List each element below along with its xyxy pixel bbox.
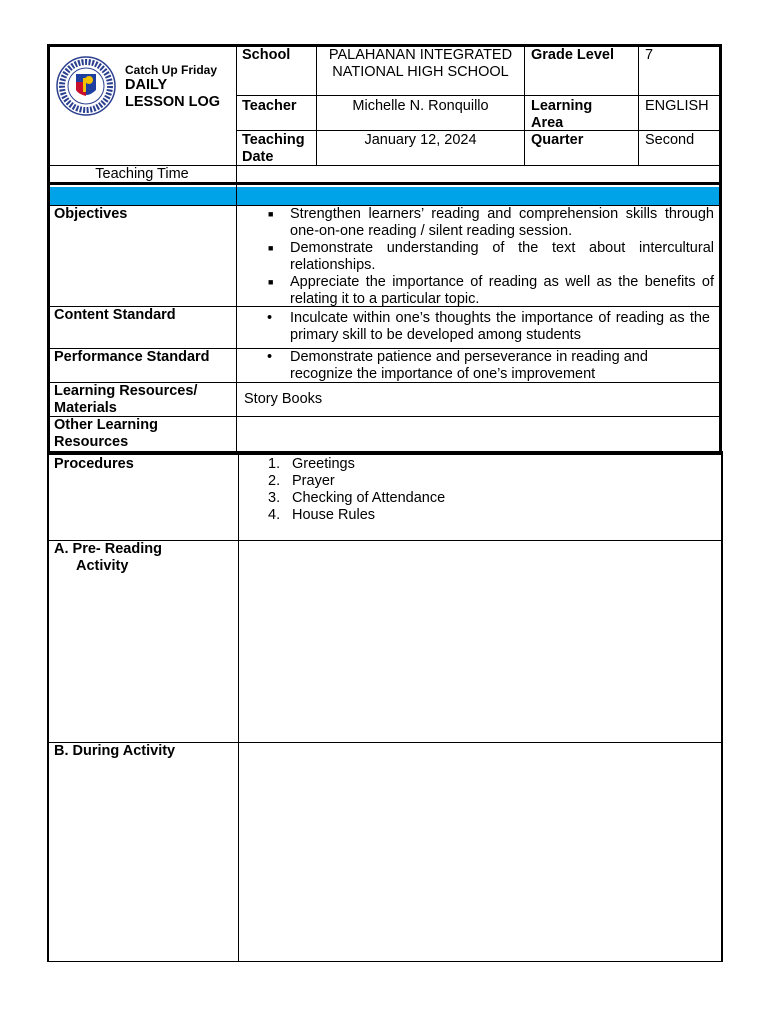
- resources-value: Story Books: [244, 391, 323, 407]
- list-item: ■ Strengthen learners’ reading and comprehension skills through one-on-one reading / silent reading session.: [268, 206, 714, 239]
- list-item: • Demonstrate patience and perseverance in reading and recognize the importance of one’s improvement: [267, 349, 648, 382]
- list-item: • Inculcate within one’s thoughts the importance of reading as the primary skill to be developed among students: [267, 310, 710, 343]
- square-bullet-icon: ■: [268, 277, 274, 287]
- quarter-value: Second: [645, 132, 695, 148]
- performance-standard-label: Performance Standard: [54, 349, 210, 365]
- deped-seal-icon: [56, 56, 116, 116]
- content-standard-text: [267, 310, 710, 344]
- objectives-list: [268, 206, 714, 308]
- list-item: 2. Prayer: [268, 473, 335, 489]
- objectives-label: Objectives: [54, 206, 128, 222]
- title-line-2: LESSON LOG: [125, 94, 221, 110]
- procedures-label: Procedures: [54, 456, 134, 472]
- school-label: School: [242, 47, 291, 63]
- dot-bullet-icon: •: [267, 349, 273, 365]
- list-item: ■ Demonstrate understanding of the text about intercultural relationships.: [268, 240, 714, 273]
- catch-up-label: Catch Up Friday: [125, 63, 218, 77]
- section-band: [50, 187, 719, 205]
- resources-label: Learning Resources/ Materials: [54, 383, 198, 416]
- teacher-label: Teacher: [242, 98, 297, 114]
- teacher-value: Michelle N. Ronquillo: [352, 98, 489, 114]
- list-item: ■ Appreciate the importance of reading as well as the benefits of relating it to a particular topic.: [268, 274, 714, 307]
- square-bullet-icon: ■: [268, 243, 274, 253]
- area-value: ENGLISH: [645, 98, 709, 114]
- page-title: [125, 77, 220, 111]
- school-value: PALAHANAN INTEGRATED NATIONAL HIGH SCHOOL: [328, 47, 513, 80]
- list-item: 4. House Rules: [268, 507, 376, 523]
- grade-value: 7: [645, 47, 654, 63]
- title-line-1: DAILY: [125, 77, 168, 93]
- content-standard-label: Content Standard: [54, 307, 176, 323]
- list-item: 3. Checking of Attendance: [268, 490, 446, 506]
- quarter-label: Quarter: [531, 132, 584, 148]
- during-activity-label: B. During Activity: [54, 743, 176, 759]
- grade-label: Grade Level: [531, 47, 615, 63]
- performance-standard-text: [267, 349, 710, 383]
- date-value: January 12, 2024: [364, 132, 477, 148]
- list-item: 1. Greetings: [268, 456, 355, 472]
- dot-bullet-icon: •: [267, 310, 273, 326]
- other-resources-label: Other Learning Resources: [54, 417, 158, 450]
- pre-reading-label: A. Pre- Reading Activity: [54, 541, 162, 574]
- square-bullet-icon: ■: [268, 209, 274, 219]
- procedures-list: [268, 456, 692, 524]
- date-label: Teaching Date: [242, 132, 305, 165]
- teaching-time-label: Teaching Time: [95, 166, 189, 182]
- area-label: Learning Area: [531, 98, 593, 131]
